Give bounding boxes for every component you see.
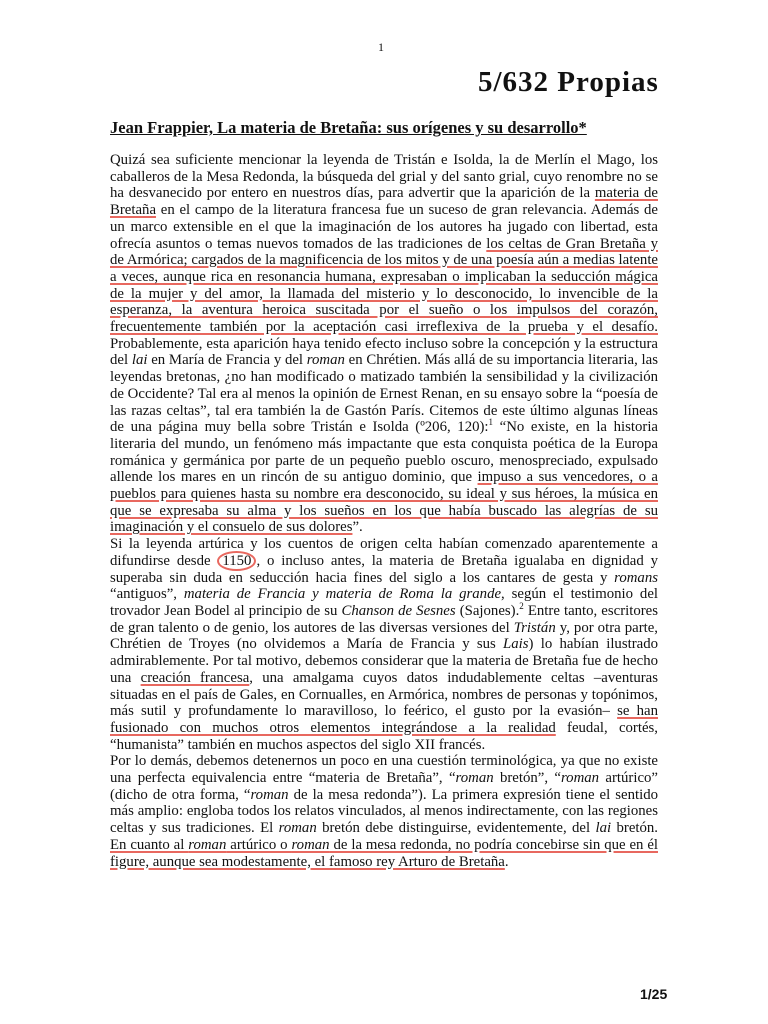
text-run: bretón debe distinguirse, evidentemente, del (316, 820, 596, 837)
highlighted-text: se han fusionado con muchos otros elementos integrándose a la realidad (110, 703, 658, 736)
italic-text: Chanson de Sesnes (341, 602, 456, 619)
text-run: , una amalgama cuyos datos indudablemente celtas –aventuras situadas en el país de Gales, en Cornualles, en Armórica, nombres de personas y topónimos, más sutil y profundamente lo maravilloso, lo feérico, el gusto por la evasión– (110, 669, 658, 720)
footnote-ref[interactable]: 2 (519, 601, 524, 612)
document-body (110, 152, 658, 870)
text-run: artúrico” (dicho de otra forma, “ (110, 770, 658, 803)
italic-text: roman (560, 770, 600, 787)
italic-text: roman (278, 820, 317, 837)
highlighted-text: creación francesa (140, 669, 250, 686)
text-run: de la mesa redonda, no podría concebirse sin que en él figure, aunque sea modestamente, el famoso rey Arturo de Bretaña (110, 836, 658, 870)
text-run: bretón”, “ (493, 770, 561, 787)
text-run: , o incluso antes, la materia de Bretaña igualaba en dignidad y superaba sin duda en seducción hacia fines del siglo a los cantares de gesta y (110, 552, 658, 586)
italic-text: materia de Francia y materia de Roma la grande (183, 586, 502, 603)
italic-text: roman (188, 836, 227, 853)
highlighted-text: los celtas de Gran Bretaña y de Armórica; cargados de la magnificencia de los mitos y de una poesía aún a medias latente a veces, aunque rica en resonancia humana, expresaban o implicaban la seducción mágica de la mujer y del amor, la llamada del misterio y lo desconocido, lo invencible de la esperanza, la aventura heroica suscitada por el sueño o los impulsos del corazón, frecuentemente también por la aceptación casi irreflexiva de la prueba y el desafío. (110, 235, 658, 336)
document-title: Jean Frappier, La materia de Bretaña: sus orígenes y su desarrollo* (110, 118, 587, 137)
paragraph-2 (110, 536, 658, 753)
text-run: artúrico o (226, 836, 292, 853)
text-run: Por lo demás, debemos detenernos un poco en una cuestión terminológica, ya que no existe una perfecta equivalencia entre “materia de Bretaña”, “ (110, 753, 658, 787)
text-run: en Chrétien. Más allá de su importancia literaria, las leyendas bretonas, ¿no han modificado o matizado también la sensibilidad y la civilización de Occidente? Tal era al menos la opinión de Ernest Renan, en su ensayo sobre la “poesía de las razas celtas”, tal era también la de Gastón París. Citemos de este último algunas líneas de una página muy bella sobre Tristán e Isolda (º206, 120): (110, 352, 658, 436)
text-run: ) lo habían ilustrado admirablemente. Por tal motivo, debemos considerar que la materia de Bretaña fue de hecho una (110, 636, 658, 686)
paragraph-1 (110, 152, 658, 536)
text-run: Entre tanto, escritores de gran talento o de genio, los autores de las diversas versiones del (110, 602, 658, 636)
page-number-top: 1 (378, 40, 384, 54)
italic-text: roman (250, 786, 289, 803)
italic-text: roman (306, 352, 345, 369)
footnote-ref[interactable]: 1 (488, 417, 494, 428)
text-run: “antiguos”, (110, 586, 184, 603)
italic-text: lai (595, 820, 612, 837)
library-stamp: 5/632 Propias (478, 66, 659, 98)
text-run: “No existe, en la historia literaria del mundo, un fenómeno más impactante que esta conquista poética de la Europa románica y germánica por parte de un pequeño pueblo oscuro, menospreciado, expulsado allende los mares en un rincón de su antiguo dominio, que (110, 419, 658, 486)
text-run: Quizá sea suficiente mencionar la leyenda de Tristán e Isolda, la de Merlín el Mago, los caballeros de la Mesa Redonda, la búsqueda del grial y del santo grial, cuyo renombre no se ha desvanecido por entero en nuestros días, para advertir que la aparición de la (110, 152, 658, 202)
italic-text: romans (614, 569, 658, 586)
italic-text: Tristán (513, 619, 556, 636)
page-indicator: 1/25 (640, 986, 668, 1002)
text-run: bretón. (611, 820, 658, 837)
highlighted-text: impuso a sus vencedores, o a pueblos para quienes hasta su nombre era desconocido, su ideal y sus héroes, la música en que se expresaba su alma y los sueños en los que había buscado las alegrías de su imaginación y el consuelo de sus dolores (110, 469, 658, 536)
text-run: de la mesa redonda”). La primera expresión tiene el sentido más amplio: engloba todos los relatos vinculados, al menos indirectamente, con las regiones celtas y sus tradiciones. El (110, 786, 658, 837)
text-run: Si la leyenda artúrica y los cuentos de origen celta habían comenzado aparentemente a difundirse desde (110, 536, 658, 569)
text-run: Probablemente, esta aparición haya tenido efecto incluso sobre la concepción y la estructura del (110, 335, 658, 369)
text-run: . (504, 853, 509, 870)
italic-text: roman (291, 836, 330, 853)
italic-text: Lais (503, 636, 529, 653)
text-run: ”. (352, 519, 363, 536)
text-run: y, por otra parte, Chrétien de Troyes (no olvidemos a María de Francia y sus (110, 619, 658, 653)
text-run: , según el testimonio del trovador Jean Bodel al principio de su (110, 586, 658, 619)
circled-date: 1150 (217, 551, 256, 571)
text-run: en María de Francia y del (147, 352, 307, 369)
text-run: feudal, cortés, “humanista” también en muchos aspectos del siglo XII francés. (110, 719, 658, 753)
italic-text: lai (131, 352, 148, 369)
text-run: (Sajones). (455, 602, 520, 619)
italic-text: roman (455, 770, 494, 787)
text-run: en el campo de la literatura francesa fue un suceso de gran relevancia. Además de un marco extensible en el que la imaginación de los autores ha jugado con libertad, esta ofrecía asuntos o temas nuevos tomados de las tradiciones de (110, 202, 658, 252)
paragraph-3 (110, 753, 658, 870)
highlighted-passage (110, 837, 658, 870)
highlighted-text: materia de Bretaña (110, 185, 658, 219)
text-run: En cuanto al (110, 836, 189, 853)
